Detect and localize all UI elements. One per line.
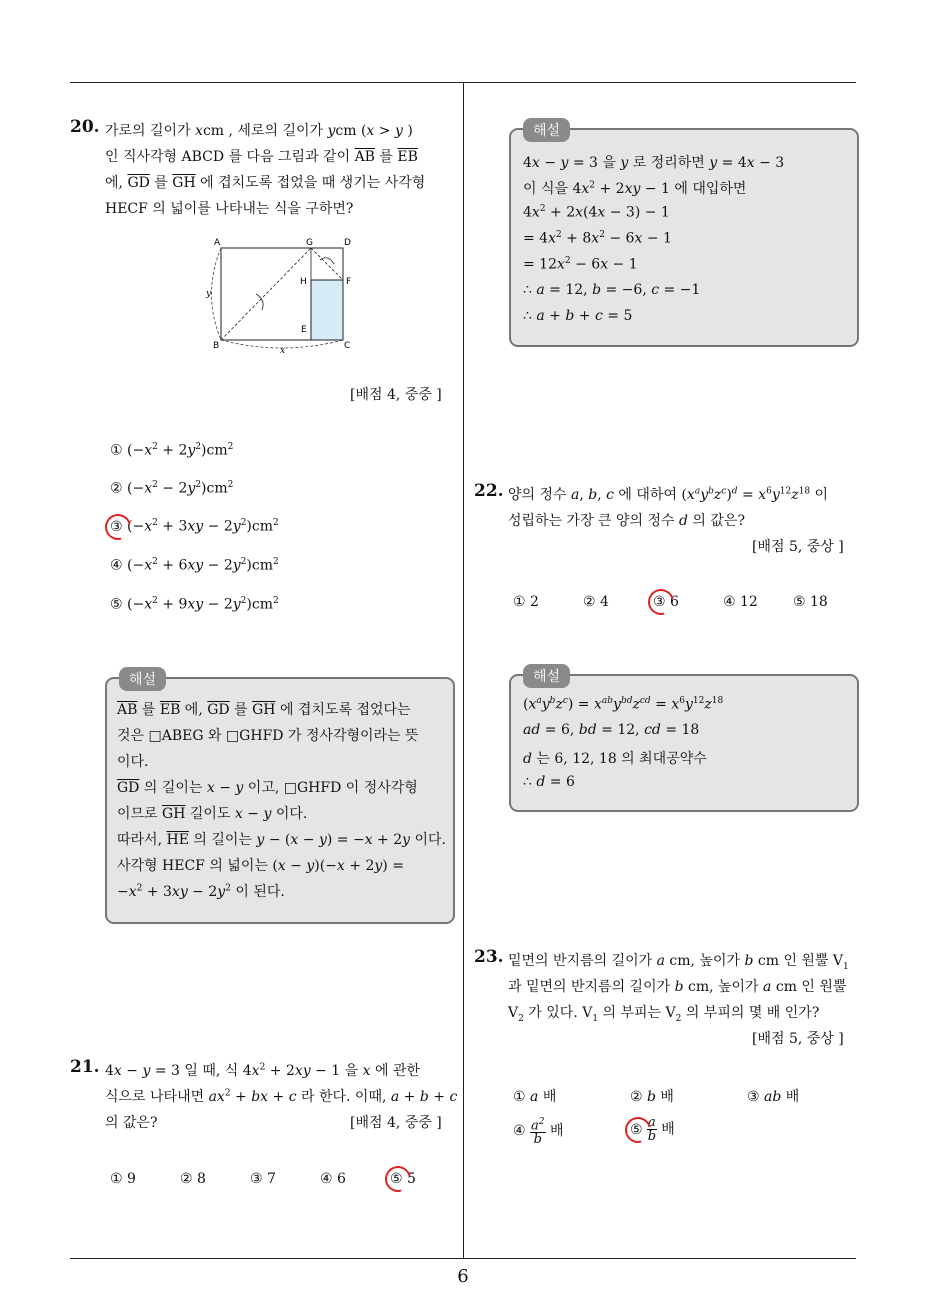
fig-label-D: D — [344, 238, 351, 248]
answer-circle-mark — [100, 509, 136, 545]
q20-choice-2[interactable]: ② $(-x^2 - 2y^2)cm^2$ — [110, 480, 234, 497]
q21-choice-4[interactable]: ④ 6 — [320, 1171, 346, 1187]
q23-points: [배점 5, 중상 ] — [752, 1031, 844, 1047]
fig-label-F: F — [346, 277, 352, 287]
fig-label-B: B — [213, 341, 220, 351]
q22-line-2: 성립하는 가장 큰 양의 정수 d 의 값은? — [508, 513, 745, 529]
q22-choice-4[interactable]: ④ 12 — [723, 594, 758, 610]
q20-choice-5[interactable]: ⑤ $(-x^2 + 9xy - 2y^2)cm^2$ — [110, 596, 279, 613]
q20-line-1: 가로의 길이가 xcm , 세로의 길이가 ycm (x > y ) — [105, 123, 413, 139]
q20-figure — [200, 232, 370, 357]
q23-choice-4[interactable]: ④ $\frac{a^2}{b}$ 배 — [513, 1117, 564, 1148]
column-divider — [463, 82, 464, 1258]
answer-circle-mark — [643, 584, 679, 620]
q20-choice-4[interactable]: ④ $(-x^2 + 6xy - 2y^2)cm^2$ — [110, 557, 279, 574]
fig-label-C: C — [344, 341, 351, 351]
q23-line-1: 밑면의 반지름의 길이가 a cm, 높이가 b cm 인 원뿔 $V_1$ — [508, 953, 849, 972]
q21-number: 21. — [70, 1057, 100, 1077]
q20-number: 20. — [70, 117, 100, 137]
q21-line-2: 식으로 나타내면 $ax^2$ + bx + c 라 한다. 이때, a + b + c — [105, 1088, 458, 1105]
page-number: 6 — [457, 1266, 469, 1287]
q20-points: [배점 4, 중중 ] — [350, 387, 442, 403]
q20-line-4: HECF 의 넓이를 나타내는 식을 구하면? — [105, 201, 354, 217]
q21-choice-2[interactable]: ② 8 — [180, 1171, 206, 1187]
q23-choice-3[interactable]: ③ ab 배 — [747, 1089, 800, 1105]
q22-number: 22. — [474, 481, 504, 501]
q23-choice-5[interactable]: ⑤ $\frac{a}{b}$ 배 — [630, 1116, 675, 1143]
q23-choice-2[interactable]: ② b 배 — [630, 1089, 674, 1105]
q23-number: 23. — [474, 947, 504, 967]
q21-line-3: 의 값은? — [105, 1115, 158, 1131]
q22-solution-tag: 해설 — [523, 664, 570, 688]
fig-label-y: y — [206, 289, 212, 299]
q22-choice-2[interactable]: ② 4 — [583, 594, 609, 610]
q20-solution-box: $\overline{AB}$ 를 $\overline{EB}$ 에, $\overline{GD}$ 를 $\overline{GH}$ 에 겹치도록 접었다는 것은 □ABEG 와 □GHFD 가 정사각형이라는 뜻 이다. $\overline{GD}$ 의 길이는 x − y 이고, □GHFD 이 정사각형 이므로 $\overline{GH}$ 길이도 x − y 이다. 따라서, $\overline{HE}$ 의 길이는 y − (x − y) = −x + 2y 이다. 사각형 HECF 의 넓이는 (x − y)(−x + 2y) = $-x^2 + 3xy - 2y^2$ 이 된다. — [105, 677, 455, 924]
q20-solution-tag: 해설 — [119, 667, 166, 691]
q21-choice-5[interactable]: ⑤ 5 — [390, 1171, 416, 1187]
q21-points: [배점 4, 중중 ] — [350, 1115, 442, 1131]
q20-choice-1[interactable]: ① $(-x^2 + 2y^2)cm^2$ — [110, 442, 234, 459]
q21-solution-box: 4x − y = 3 을 y 로 정리하면 y = 4x − 3 이 식을 $4x^2 + 2xy - 1$ 에 대입하면 $4x^2 + 2x(4x - 3) - 1$ = $4x^2 + 8x^2 - 6x - 1$ = $12x^2 - 6x - 1$ ∴ a = 12, b = −6, c = −1 ∴ a + b + c = 5 — [509, 128, 859, 347]
q22-line-1: 양의 정수 a, b, c 에 대하여 $(x^ay^bz^c)^d = x^6y^{12}z^{18}$ 이 — [508, 486, 829, 503]
q20-line-3: 에, $\overline{GD}$ 를 $\overline{GH}$ 에 겹치도록 접었을 때 생기는 사각형 — [105, 175, 426, 191]
q23-choice-1[interactable]: ① a 배 — [513, 1089, 557, 1105]
q23-line-3: $V_2$ 가 있다. $V_1$ 의 부피는 $V_2$ 의 부피의 몇 배 인가? — [508, 1005, 820, 1024]
bottom-rule — [70, 1258, 856, 1259]
fig-label-A: A — [214, 238, 221, 248]
fig-label-H: H — [300, 277, 307, 287]
fig-label-E: E — [301, 325, 307, 335]
q20-line-2: 인 직사각형 ABCD 를 다음 그림과 같이 $\overline{AB}$ 를 $\overline{EB}$ — [105, 149, 418, 165]
q22-choice-1[interactable]: ① 2 — [513, 594, 539, 610]
q21-choice-3[interactable]: ③ 7 — [250, 1171, 276, 1187]
q23-line-2: 과 밑면의 반지름의 길이가 b cm, 높이가 a cm 인 원뿔 — [508, 979, 847, 995]
q22-solution-box: $(x^ay^bz^c) = x^{ab}y^{bd}z^{cd} = x^6y^{12}z^{18}$ ad = 6, bd = 12, cd = 18 d 는 6, 12, 18 의 최대공약수 ∴ d = 6 — [509, 674, 859, 812]
fig-label-x: x — [280, 346, 286, 356]
q22-points: [배점 5, 중상 ] — [752, 539, 844, 555]
q21-choice-1[interactable]: ① 9 — [110, 1171, 136, 1187]
q22-choice-3[interactable]: ③ 6 — [653, 594, 679, 610]
q21-line-1: 4x − y = 3 일 때, 식 $4x^2 + 2xy - 1$ 을 x 에 관한 — [105, 1062, 421, 1079]
q22-choice-5[interactable]: ⑤ 18 — [793, 594, 828, 610]
q20-choice-3[interactable]: ③ $(-x^2 + 3xy - 2y^2)cm^2$ — [110, 518, 279, 535]
q21-solution-tag: 해설 — [523, 118, 570, 142]
fig-label-G: G — [306, 238, 313, 248]
answer-circle-mark — [380, 1161, 416, 1197]
